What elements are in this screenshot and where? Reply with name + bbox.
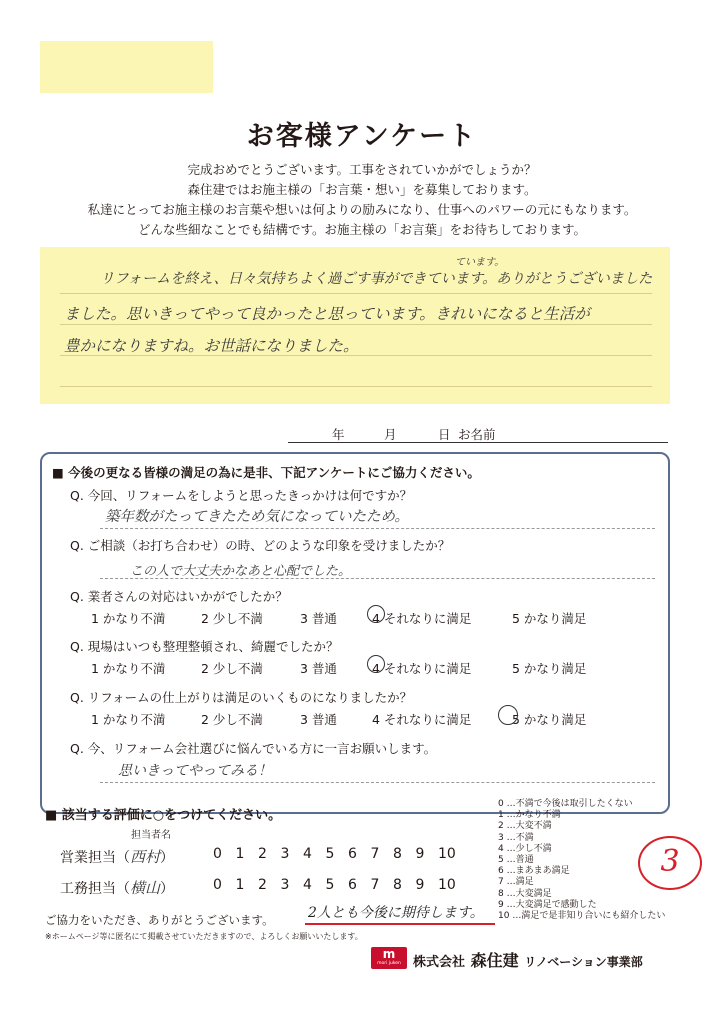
name-label: お名前 <box>458 427 496 442</box>
comment-line: リフォームを終え、日々気持ちよく過ごす事ができています。ありがとうございました <box>100 271 653 287</box>
q3-selected-circle <box>367 605 385 623</box>
rating-number[interactable]: 4 <box>303 877 312 893</box>
q5-option-2: 2 少し不満 <box>201 712 263 727</box>
comment-insert: ています。 <box>455 257 505 268</box>
comment-line: 豊かになりますね。お世話になりました。 <box>64 337 359 355</box>
q5-option-4: 4 それなりに満足 <box>372 712 472 727</box>
legend-item: 10 …満足で是非知り合いにも紹介したい <box>498 911 666 922</box>
legend-item: 8 …大変満足 <box>498 888 552 899</box>
question-1: Q. 今回、リフォームをしようと思ったきっかけは何ですか？ <box>70 488 413 503</box>
company-logo <box>371 947 407 969</box>
comment-line: ました。思いきってやって良かったと思っています。きれいになると生活が <box>64 305 590 323</box>
year-label: 年 <box>332 427 345 442</box>
q4-option-2: 2 少し不満 <box>201 661 263 676</box>
construction-staff-name: 横山 <box>130 879 161 897</box>
company-main: 森住建 <box>470 951 519 970</box>
legend-item: 6 …まあまあ満足 <box>498 866 570 877</box>
legend-item: 3 …不満 <box>498 832 534 843</box>
answer-1: 築年数がたってきたため気になっていたため。 <box>105 509 409 525</box>
question-3: Q. 業者さんの対応はいかがでしたか？ <box>70 589 288 604</box>
rating-number[interactable]: 3 <box>280 846 290 862</box>
question-6: Q. 今、リフォーム会社選びに悩んでいる方に一言お願いします。 <box>70 741 437 756</box>
legend-item: 2 …大変不満 <box>498 821 552 832</box>
rating-number[interactable]: 3 <box>280 877 290 893</box>
legend-item: 1 …かなり不満 <box>498 810 561 821</box>
rating-number[interactable]: 9 <box>415 877 425 893</box>
rating-number[interactable]: 10 <box>438 877 456 893</box>
rating-number[interactable]: 2 <box>258 877 267 893</box>
sales-label-close: ） <box>160 850 175 866</box>
rating-number[interactable]: 0 <box>213 846 222 862</box>
page-title: お客様アンケート <box>246 121 478 152</box>
intro-line: 私達にとってお施主様のお言葉や想いは何よりの励みになり、仕事へのパワーの元にもなります。 <box>87 202 637 217</box>
q4-option-3: 3 普通 <box>300 661 337 676</box>
rating-number[interactable]: 8 <box>393 846 402 862</box>
q3-option-1: 1 かなり不満 <box>91 611 166 626</box>
q4-option-4: 4 それなりに満足 <box>372 661 472 676</box>
red-circled-mark: 3 <box>638 836 702 890</box>
rating-number[interactable]: 6 <box>348 877 357 893</box>
rating-number[interactable]: 7 <box>370 846 380 862</box>
intro-line: 完成おめでとうございます。工事をされていかがでしょうか？ <box>187 162 537 177</box>
rating-number[interactable]: 0 <box>213 877 222 893</box>
rating-number[interactable]: 5 <box>325 877 335 893</box>
q3-option-2: 2 少し不満 <box>201 611 263 626</box>
handwritten-note: 2人とも今後に期待します。 <box>308 905 484 921</box>
rating-number[interactable]: 5 <box>325 846 335 862</box>
sales-label: 営業担当（ <box>60 850 130 866</box>
rating-number[interactable]: 4 <box>303 846 312 862</box>
question-2: Q. ご相談（お打ち合わせ）の時、どのような印象を受けましたか？ <box>70 538 451 553</box>
legend-item: 0 …不満で今後は取引したくない <box>498 799 633 809</box>
rating-number[interactable]: 1 <box>235 846 245 862</box>
rating-number[interactable]: 9 <box>415 846 425 862</box>
q5-option-3: 3 普通 <box>300 712 337 727</box>
intro-line: どんな些細なことでも結構です。お施主様の「お言葉」をお待ちしております。 <box>137 222 586 237</box>
q3-option-3: 3 普通 <box>300 611 337 626</box>
month-label: 月 <box>384 427 397 442</box>
company-division: リノベーション事業部 <box>524 955 643 969</box>
company-prefix: 株式会社 <box>413 955 466 970</box>
rating-number[interactable]: 10 <box>438 846 456 862</box>
q5-option-5: 5 かなり満足 <box>512 712 587 727</box>
notice-text: ※ホームページ等に匿名にて掲載させていただきますので、よろしくお願いいたします。 <box>45 932 363 941</box>
legend-item: 7 …満足 <box>498 877 534 888</box>
intro-line: 森住建ではお施主様の「お言葉・想い」を募集しております。 <box>187 182 537 197</box>
rating-number[interactable]: 6 <box>348 846 357 862</box>
legend-item: 5 …普通 <box>498 855 534 866</box>
q3-option-4: 4 それなりに満足 <box>372 611 472 626</box>
logo-mark: m <box>382 947 396 961</box>
note-underline <box>305 923 495 925</box>
rating-number[interactable]: 7 <box>370 877 380 893</box>
staff-label: 担当者名 <box>131 830 171 841</box>
question-5: Q. リフォームの仕上がりは満足のいくものになりましたか？ <box>70 690 413 705</box>
date-name-line <box>288 425 668 443</box>
intro-text <box>40 160 684 240</box>
answer-2: この人で大丈夫かなあと心配でした。 <box>130 564 352 579</box>
construction-label-close: ） <box>160 881 175 897</box>
q4-option-5: 5 かなり満足 <box>512 661 587 676</box>
top-sticky-note <box>40 41 213 93</box>
rating-number[interactable]: 1 <box>235 877 245 893</box>
q4-option-1: 1 かなり不満 <box>91 661 166 676</box>
evaluation-heading: ■ 該当する評価に○をつけてください。 <box>45 808 282 823</box>
q3-option-5: 5 かなり満足 <box>512 611 587 626</box>
legend-item: 4 …少し不満 <box>498 843 552 854</box>
construction-scale <box>213 877 473 897</box>
q5-selected-circle <box>498 705 518 725</box>
day-label: 日 <box>438 427 451 442</box>
construction-label: 工務担当（ <box>60 881 130 897</box>
thanks-text: ご協力をいただき、ありがとうございます。 <box>45 913 274 927</box>
company-name <box>413 948 643 971</box>
rating-number[interactable]: 8 <box>393 877 402 893</box>
answer-6: 思いきってやってみる！ <box>118 763 272 779</box>
question-4: Q. 現場はいつも整理整頓され、綺麗でしたか？ <box>70 639 339 654</box>
rating-number[interactable]: 2 <box>258 846 267 862</box>
logo-sub: mori juken <box>377 961 401 966</box>
q4-selected-circle <box>367 655 385 673</box>
survey-heading: ■ 今後の更なる皆様の満足の為に是非、下記アンケートにご協力ください。 <box>52 465 480 480</box>
q5-option-1: 1 かなり不満 <box>91 712 166 727</box>
sales-staff-name: 西村 <box>130 848 161 866</box>
sales-scale <box>213 846 473 866</box>
legend-item: 9 …大変満足で感動した <box>498 899 597 910</box>
